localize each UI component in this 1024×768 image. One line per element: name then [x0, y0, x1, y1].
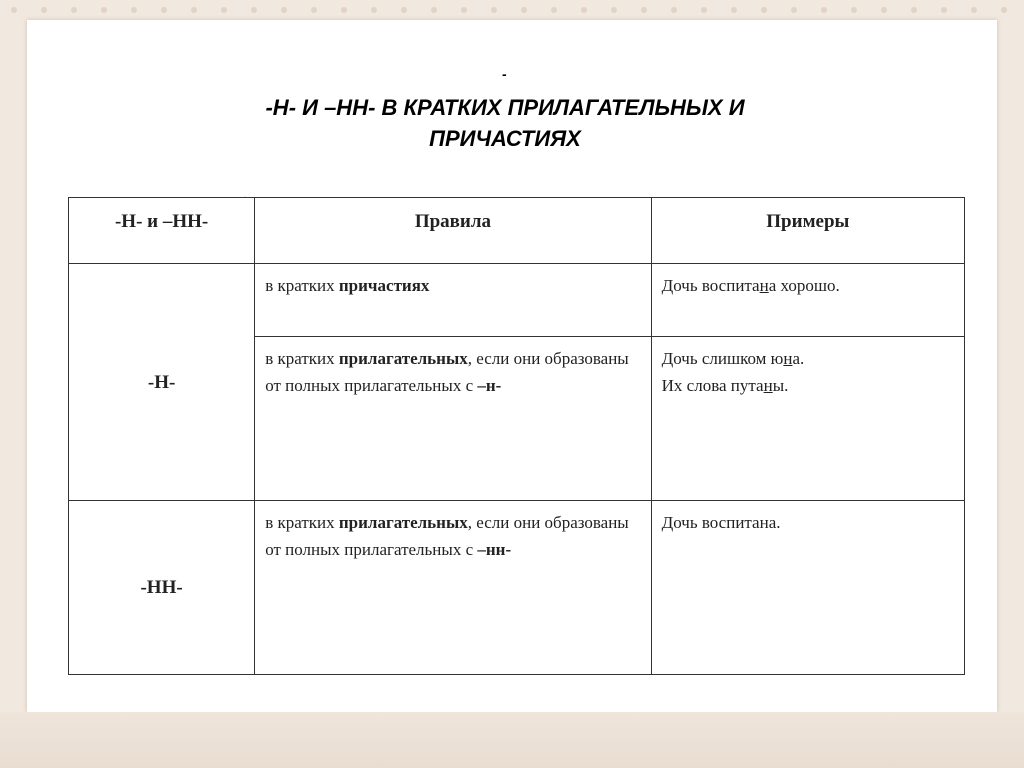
rule-suffix: –нн- [477, 540, 512, 559]
rule-text: в кратких [265, 276, 339, 295]
table-row [69, 264, 965, 337]
rule-text-mid: , если они образованы от полных прилагательных с [265, 513, 629, 559]
small-dash-mark: - [502, 66, 507, 82]
example-cell [651, 337, 964, 501]
example-text-end: а хорошо. [768, 276, 840, 295]
page-title [100, 92, 910, 154]
rule-keyword: прилагательных [338, 513, 468, 532]
rule-cell [255, 337, 651, 501]
example-line-1 [662, 345, 954, 372]
header-examples: Примеры [651, 198, 964, 264]
rule-keyword: причастиях [338, 276, 430, 295]
example-text: Их слова пута [661, 376, 764, 395]
table-row [69, 501, 965, 675]
header-suffix: -Н- и –НН- [69, 198, 255, 264]
title-line-1: -Н- И –НН- В КРАТКИХ ПРИЛАГАТЕЛЬНЫХ И [265, 95, 745, 120]
header-rules: Правила [255, 198, 651, 264]
title-line-2: ПРИЧАСТИЯХ [429, 126, 581, 151]
suffix-n-cell: -Н- [69, 264, 255, 501]
example-underlined-letter: н [783, 349, 793, 368]
rules-table [68, 197, 965, 675]
table-header-row [69, 198, 965, 264]
suffix-nn-cell: -НН- [69, 501, 255, 675]
example-underlined-letter: н [763, 376, 773, 395]
example-text: Дочь слишком ю [661, 349, 784, 368]
example-text-end: ы. [772, 376, 789, 395]
example-underlined-letter: н [759, 276, 769, 295]
rule-cell [255, 501, 651, 675]
corner-dot-mark: . [244, 190, 247, 201]
sheet-bottom-shadow [0, 712, 1024, 768]
rule-cell [255, 264, 651, 337]
rule-suffix: –н- [477, 376, 502, 395]
rule-text-mid: , если они образованы от полных прилагательных с [265, 349, 629, 395]
example-line-2 [662, 372, 954, 399]
example-text-end: а. [792, 349, 805, 368]
example-cell: Дочь воспитана. [651, 501, 964, 675]
example-text: Дочь воспита [661, 276, 760, 295]
example-cell [651, 264, 964, 337]
rule-text: в кратких [265, 349, 339, 368]
rule-text: в кратких [265, 513, 339, 532]
rule-keyword: прилагательных [338, 349, 468, 368]
